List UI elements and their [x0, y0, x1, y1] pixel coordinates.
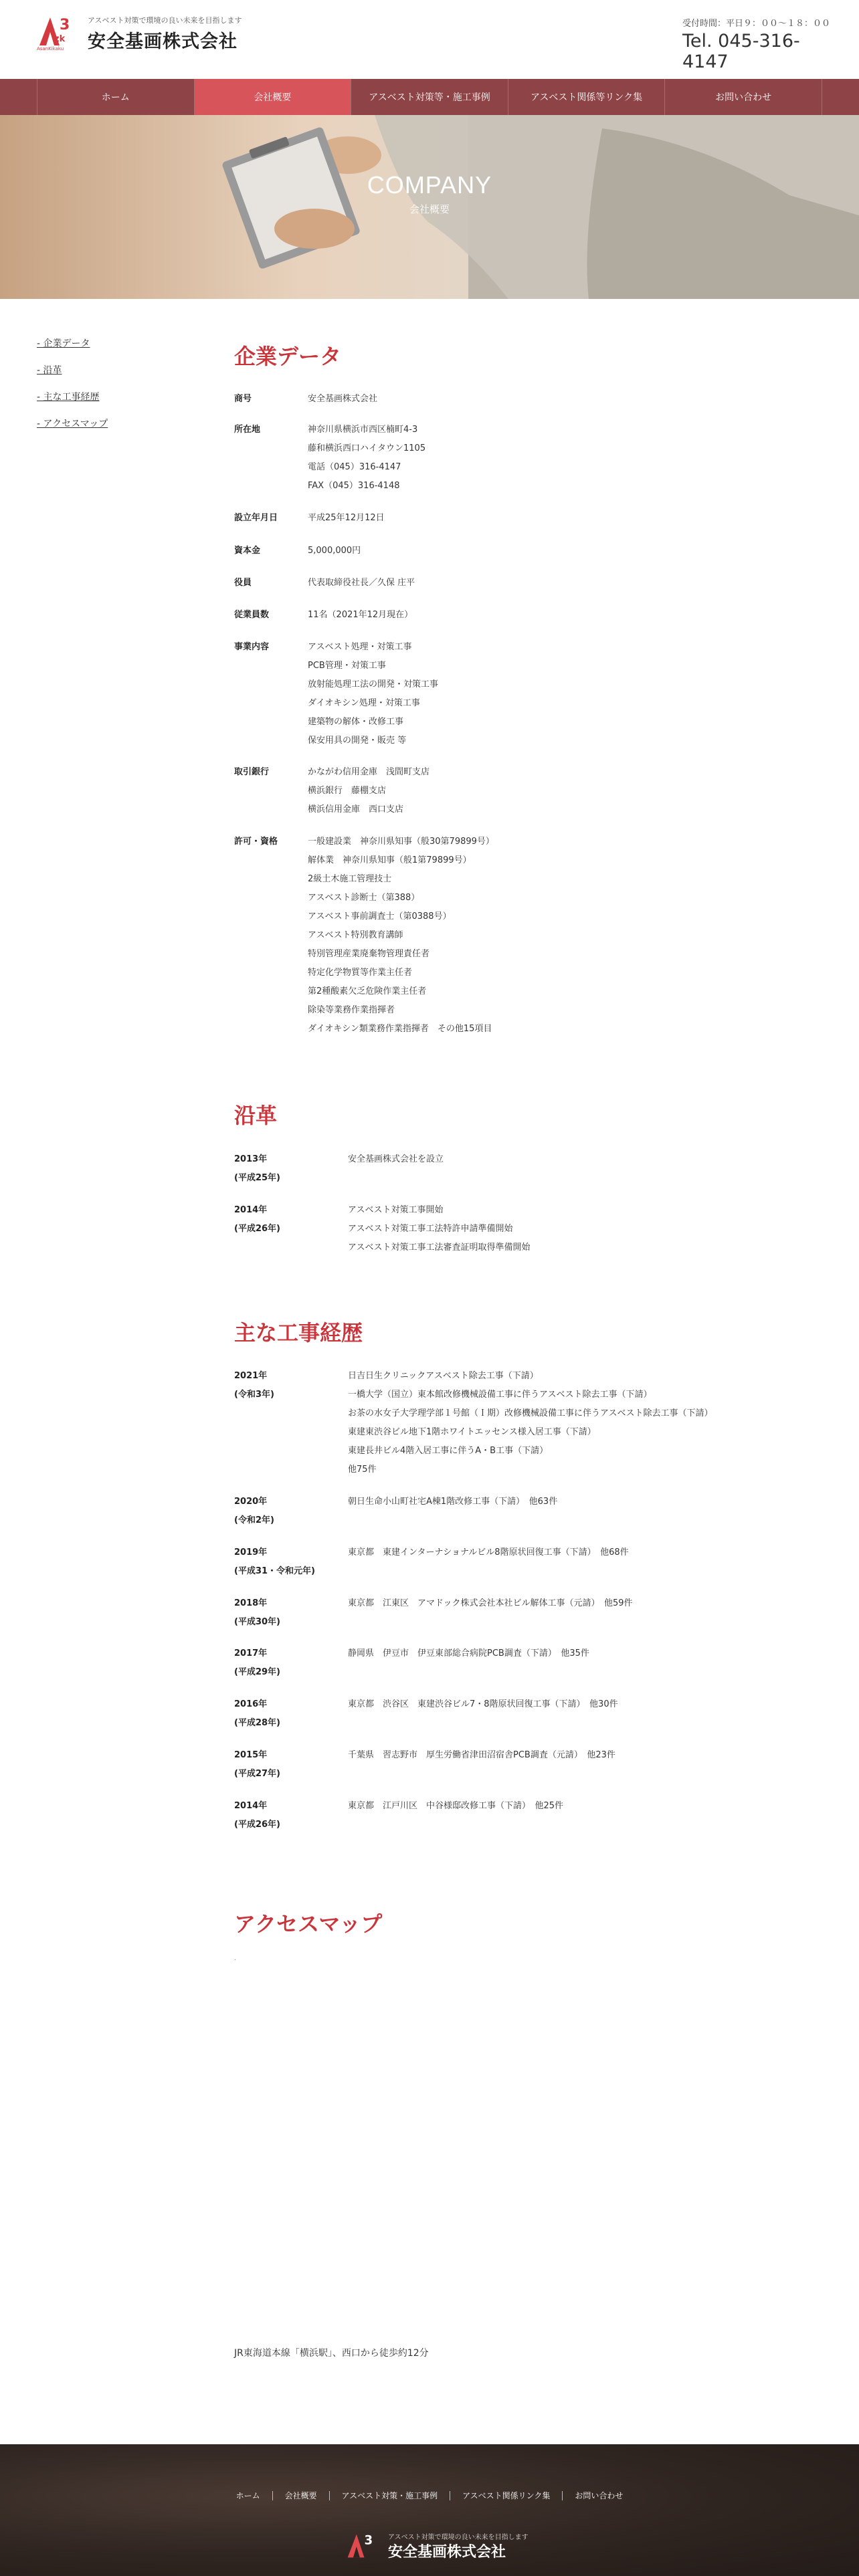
row-value: 電話（045）316-4147 — [308, 462, 401, 472]
footer-link-contact[interactable]: お問い合わせ — [575, 2491, 624, 2500]
row-label: 許可・資格 — [234, 837, 278, 847]
works-text: 日吉日生クリニックアスベスト除去工事（下請） — [348, 1371, 539, 1381]
row-value: 横浜銀行 藤棚支店 — [308, 786, 387, 796]
nav-item-home[interactable]: ホーム — [37, 79, 195, 115]
works-text: 東建東渋谷ビル地下1階ホワイトエッセンス様入居工事（下請） — [348, 1427, 596, 1437]
row-label: 従業員数 — [234, 610, 270, 620]
logo[interactable] — [37, 12, 304, 52]
works-text: 東京都 渋谷区 東建渋谷ビル7・8階原状回復工事（下請） 他30件 — [348, 1699, 618, 1709]
row-value: PCB管理・対策工事 — [308, 661, 386, 671]
works-text: お茶の水女子大学理学部１号館（Ｉ期）改修機械設備工事に伴うアスベスト除去工事（下請） — [348, 1408, 713, 1418]
access-title: アクセスマップ — [234, 1911, 383, 1937]
works-year: 2020年 — [234, 1497, 268, 1507]
works-text: 朝日生命小山町社宅A棟1階改修工事（下請） 他63件 — [348, 1497, 558, 1507]
svg-text:3: 3 — [364, 2533, 373, 2548]
row-value: 代表取締役社長／久保 庄平 — [308, 578, 415, 588]
row-value: 神奈川県横浜市西区楠町4-3 — [308, 425, 418, 435]
side-nav — [37, 336, 197, 443]
side-link-history[interactable]: - 沿革 — [37, 365, 62, 376]
row-value: 建築物の解体・改修工事 — [308, 717, 404, 727]
history-year: 2013年 — [234, 1154, 268, 1164]
row-label: 取引銀行 — [234, 767, 270, 777]
row-value: 5,000,000円 — [308, 546, 361, 556]
works-year: 2018年 — [234, 1598, 268, 1608]
row-label: 役員 — [234, 578, 252, 588]
row-value: 横浜信用金庫 西口支店 — [308, 804, 404, 815]
row-value: 一般建設業 神奈川県知事（般30第79899号） — [308, 837, 494, 847]
works-year: 2016年 — [234, 1699, 268, 1709]
history-text: アスベスト対策工事開始 — [348, 1205, 444, 1215]
row-label: 資本金 — [234, 546, 261, 556]
map-placeholder[interactable]: . — [234, 1955, 237, 1962]
site-footer — [0, 2444, 859, 2576]
works-era: (平成27年) — [234, 1769, 280, 1779]
nav-item-links[interactable]: アスベスト関係等リンク集 — [508, 79, 666, 115]
row-label: 事業内容 — [234, 642, 270, 652]
row-value: 特別管理産業廃棄物管理責任者 — [308, 949, 430, 959]
site-header — [0, 0, 859, 79]
row-value: ダイオキシン処理・対策工事 — [308, 698, 420, 708]
history-text: アスベスト対策工事工法特許申請準備開始 — [348, 1224, 513, 1234]
side-link-company-data[interactable]: - 企業データ — [37, 338, 90, 349]
footer-logo-mark-icon — [343, 2530, 383, 2562]
row-value: アスベスト特別教育講師 — [308, 930, 403, 940]
history-era: (平成26年) — [234, 1224, 280, 1234]
footer-link-links[interactable]: アスベスト関係リンク集 — [450, 2491, 563, 2500]
works-title: 主な工事経歴 — [234, 1320, 363, 1346]
works-text: 他75件 — [348, 1465, 377, 1475]
nav-item-contact[interactable]: お問い合わせ — [665, 79, 822, 115]
row-value: 特定化学物質等作業主任者 — [308, 968, 413, 978]
works-era: (平成30年) — [234, 1617, 280, 1627]
footer-link-company[interactable]: 会社概要 — [273, 2491, 330, 2500]
works-era: (令和3年) — [234, 1390, 274, 1400]
works-text: 東建長井ビル4階入居工事に伴うA・B工事（下請） — [348, 1446, 549, 1456]
hero-subtitle: 会社概要 — [409, 203, 450, 215]
svg-text:3: 3 — [60, 17, 70, 33]
header-tagline: アスベスト対策で環境の良い未来を目指します — [88, 16, 242, 25]
footer-nav — [0, 2491, 859, 2500]
phone-number[interactable]: Tel. 045-316-4147 — [682, 31, 800, 72]
works-era: (平成28年) — [234, 1718, 280, 1728]
history-text: 安全基画株式会社を設立 — [348, 1154, 444, 1164]
works-text: 一橋大学（国立）東本館改修機械設備工事に伴うアスベスト除去工事（下請） — [348, 1390, 652, 1400]
history-year: 2014年 — [234, 1205, 268, 1215]
works-year: 2017年 — [234, 1648, 268, 1658]
row-value: 2級土木施工管理技士 — [308, 874, 392, 884]
row-value: かながわ信用金庫 浅間町支店 — [308, 767, 430, 777]
footer-link-home[interactable]: ホーム — [224, 2491, 273, 2500]
business-hours: 受付時間：平日９：００～１８：００ — [682, 19, 831, 29]
hero-title: COMPANY — [367, 171, 492, 199]
works-text: 東京都 東建インターナショナルビル8階原状回復工事（下請） 他68件 — [348, 1547, 629, 1558]
works-text: 千葉県 習志野市 厚生労働省津田沼宿舎PCB調査（元請） 他23件 — [348, 1750, 615, 1760]
row-value: FAX（045）316-4148 — [308, 481, 400, 491]
row-value: 第2種酸素欠乏危険作業主任者 — [308, 986, 427, 996]
works-year: 2019年 — [234, 1547, 268, 1558]
row-value: 平成25年12月12日 — [308, 513, 385, 523]
nav-item-asbestos-cases[interactable]: アスベスト対策等・施工事例 — [351, 79, 508, 115]
footer-link-asbestos[interactable]: アスベスト対策・施工事例 — [330, 2491, 451, 2500]
row-label: 設立年月日 — [234, 513, 278, 523]
row-value: ダイオキシン類業務作業指揮者 その他15項目 — [308, 1024, 492, 1034]
works-year: 2014年 — [234, 1801, 268, 1811]
history-era: (平成25年) — [234, 1173, 280, 1183]
works-era: (平成26年) — [234, 1820, 280, 1830]
footer-tagline: アスベスト対策で環境の良い未来を目指します — [388, 2534, 529, 2541]
row-value: 安全基画株式会社 — [308, 394, 378, 404]
row-value: 放射能処理工法の開発・対策工事 — [308, 679, 439, 689]
nav-item-company[interactable]: 会社概要 — [195, 79, 352, 115]
global-nav — [0, 79, 859, 115]
logo-brand: AsanKikaku — [37, 46, 64, 51]
row-label: 商号 — [234, 394, 252, 404]
row-value: 解体業 神奈川県知事（般1第79899号） — [308, 855, 472, 865]
row-label: 所在地 — [234, 425, 261, 435]
hero-banner — [0, 115, 859, 299]
footer-logo[interactable] — [343, 2530, 529, 2563]
history-text: アスベスト対策工事工法審査証明取得準備開始 — [348, 1243, 531, 1253]
row-value: アスベスト診断士（第388） — [308, 893, 420, 903]
works-era: (令和2年) — [234, 1515, 274, 1525]
works-text: 静岡県 伊豆市 伊豆東部総合病院PCB調査（下請） 他35件 — [348, 1648, 589, 1658]
svg-text:zk: zk — [54, 34, 66, 44]
works-text: 東京都 江東区 アマドック株式会社本社ビル解体工事（元請） 他59件 — [348, 1598, 633, 1608]
logo-mark-icon — [37, 12, 78, 51]
row-value: アスベスト事前調査士（第0388号） — [308, 911, 452, 922]
works-text: 東京都 江戸川区 中谷様邸改修工事（下請） 他25件 — [348, 1801, 564, 1811]
works-year: 2021年 — [234, 1371, 268, 1381]
works-era: (平成31・令和元年) — [234, 1566, 315, 1576]
history-title: 沿革 — [234, 1103, 278, 1128]
row-value: 除染等業務作業指揮者 — [308, 1005, 395, 1015]
side-link-works[interactable]: - 主な工事経歴 — [37, 392, 100, 403]
row-value: 11名（2021年12月現在） — [308, 610, 413, 620]
works-year: 2015年 — [234, 1750, 268, 1760]
access-note: JR東海道本線「横浜駅」、西口から徒歩約12分 — [234, 2348, 429, 2359]
company-name: 安全基画株式会社 — [88, 31, 237, 52]
company-data-title: 企業データ — [234, 344, 342, 369]
row-value: 保安用具の開発・販売 等 — [308, 736, 407, 746]
footer-company-name: 安全基画株式会社 — [388, 2544, 506, 2561]
row-value: アスベスト処理・対策工事 — [308, 642, 412, 652]
side-link-access[interactable]: - アクセスマップ — [37, 419, 108, 429]
row-value: 藤和横浜西口ハイタウン1105 — [308, 443, 426, 453]
works-era: (平成29年) — [234, 1667, 280, 1677]
